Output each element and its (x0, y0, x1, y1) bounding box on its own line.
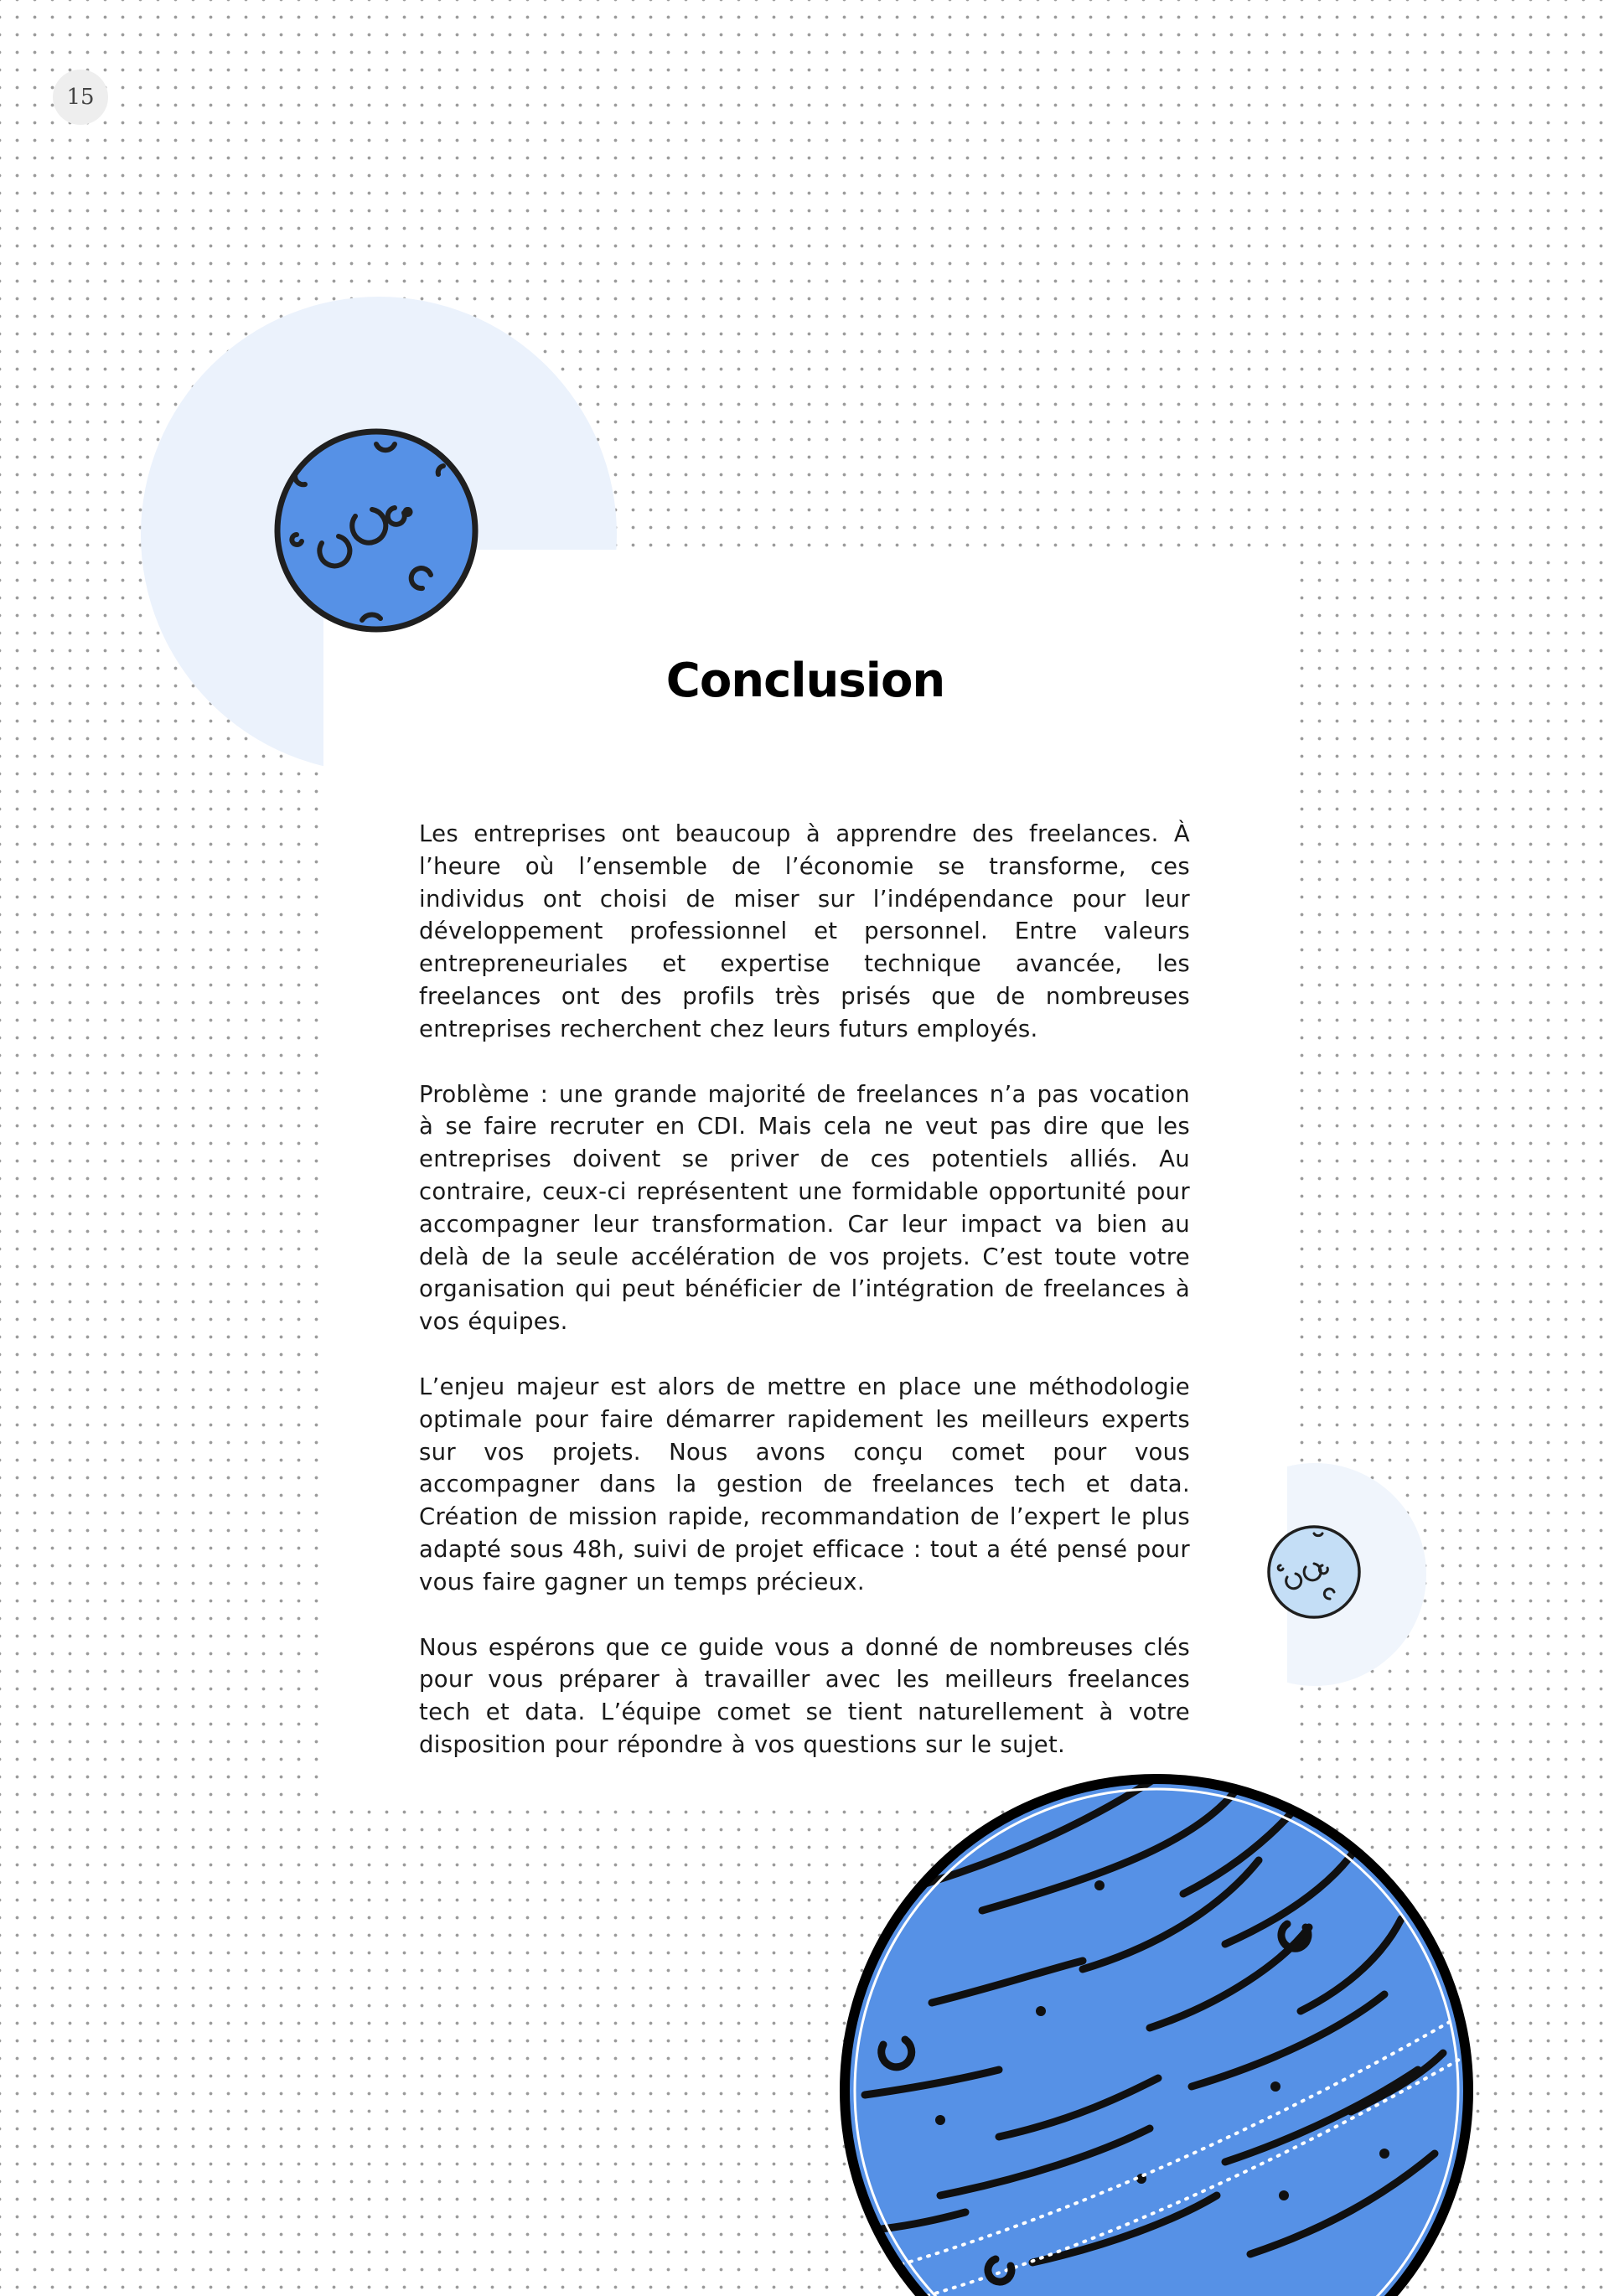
small-moon-icon (1264, 1522, 1364, 1622)
conclusion-body (419, 818, 1190, 1794)
gas-planet-icon (831, 1760, 1502, 2296)
paragraph-4: Nous espérons que ce guide vous a donné de nombreuses clés pour vous préparer à travailler avec les meilleurs freelances tech et data. L’équipe comet se tient naturellement à votre disposition pour répondre à vos questions sur le sujet. (419, 1633, 1190, 1758)
paragraph-2: Problème : une grande majorité de freelances n’a pas vocation à se faire recruter en CDI. Mais cela ne veut pas dire que les entreprises doivent se priver de ces potentiels alliés. Au contraire, ceux-ci représentent une formidable opportunité pour accompagner leur transformation. Car leur impact va bien au delà de la seule accélération de vos projets. C’est toute votre organisation qui peut bénéficier de l’intégration de freelances à vos équipes. (419, 1080, 1190, 1336)
page-title: Conclusion (665, 654, 945, 708)
moon-icon (272, 426, 481, 635)
paragraph-1: Les entreprises ont beaucoup à apprendre des freelances. À l’heure où l’ensemble de l’économie se transforme, ces individus ont choisi de miser sur l’indépendance pour leur développement professionnel et personnel. Entre valeurs entrepreneuriales et expertise technique avancée, les freelances ont des profils très prisés que de nombreuses entreprises recherchent chez leurs futurs employés. (419, 820, 1190, 1042)
page-number: 15 (53, 70, 108, 125)
paragraph-3: L’enjeu majeur est alors de mettre en place une méthodologie optimale pour faire démarrer rapidement les meilleurs experts sur vos projets. Nous avons conçu comet pour vous accompagner dans la gestion de freelances tech et data. Création de mission rapide, recommandation de l’expert le plus adapté sous 48h, suivi de projet efficace : tout a été pensé pour vous faire gagner un temps précieux. (419, 1373, 1190, 1595)
